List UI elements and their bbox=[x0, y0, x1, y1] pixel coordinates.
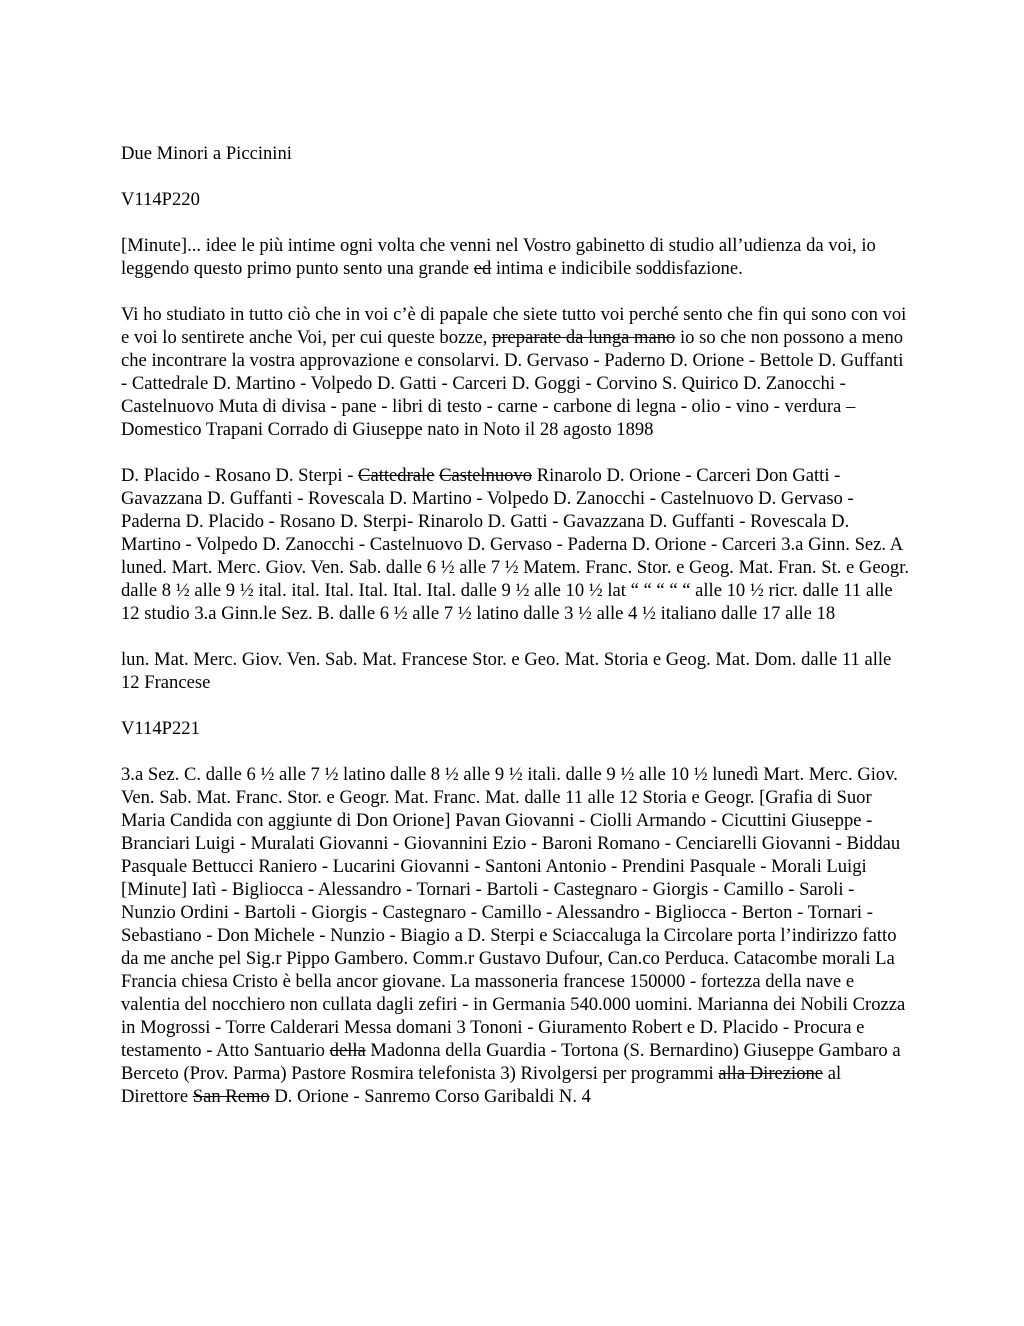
text-run: D. Orione - Sanremo Corso Garibaldi N. 4 bbox=[269, 1086, 591, 1107]
paragraph-2 bbox=[121, 303, 911, 441]
text-run: Rinarolo D. Orione - Carceri Don Gatti - Gavazzana D. Guffanti - Rovescala D. Martino - Volpedo D. Zanocchi - Castelnuovo D. Gervaso - Paderna D. Placido - Rosano D. Sterpi- Rinarolo D. Gatti - Gavazzana D. Guffanti - Rovescala D. Martino - Volpedo D. Zanocchi - Castelnuovo D. Gervaso - Paderna D. Orione - Carceri 3.a Ginn. Sez. A luned. Mart. Merc. Giov. Ven. Sab. dalle 6 ½ alle 7 ½ Matem. Franc. Stor. e Geog. Mat. Fran. St. e Geogr. dalle 8 ½ alle 9 ½ ital. ital. Ital. Ital. Ital. Ital. dalle 9 ½ alle 10 ½ lat “ “ “ “ “ alle 10 ½ ricr. dalle 11 alle 12 studio 3.a Ginn.le Sez. B. dalle 6 ½ alle 7 ½ latino dalle 3 ½ alle 4 ½ italiano dalle 17 alle 18 bbox=[121, 465, 910, 624]
paragraph-4: lun. Mat. Merc. Giov. Ven. Sab. Mat. Francese Stor. e Geo. Mat. Storia e Geog. Mat. Dom. dalle 11 alle 12 Francese bbox=[121, 649, 892, 693]
text-run: [Minute]... idee le più intime ogni volta che venni nel Vostro gabinetto di studio all’udienza da voi, io leggendo questo primo punto sento una grande bbox=[121, 235, 876, 279]
struck-text: Castelnuovo bbox=[439, 465, 533, 486]
document-title: Due Minori a Piccinini bbox=[121, 143, 292, 164]
paragraph-1 bbox=[121, 234, 911, 280]
page-reference: V114P221 bbox=[121, 718, 200, 739]
text-run: Vi ho studiato in tutto ciò che in voi c’è di papale che siete tutto voi perché sento che fin qui sono con voi e voi lo sentirete anche Voi, per cui queste bozze, bbox=[121, 304, 907, 348]
struck-text: Cattedrale bbox=[358, 465, 435, 486]
struck-text: San Remo bbox=[192, 1086, 270, 1107]
text-run: intima e indicibile soddisfazione. bbox=[491, 258, 743, 279]
text-run: 3.a Sez. C. dalle 6 ½ alle 7 ½ latino dalle 8 ½ alle 9 ½ itali. dalle 9 ½ alle 10 ½ lunedì Mart. Merc. Giov. Ven. Sab. Mat. Franc. Stor. e Geogr. Mat. Franc. Mat. dalle 11 alle 12 Storia e Geogr. [Grafia di Suor Maria Candida con aggiunte di Don Orione] Pavan Giovanni - Ciolli Armando - Cicuttini Giuseppe - Branciari Luigi - Muralati Giovanni - Giovannini Ezio - Baroni Romano - Cenciarelli Giovanni - Biddau Pasquale Bettucci Raniero - Lucarini Giovanni - Santoni Antonio - Prendini Pasquale - Morali Luigi [Minute] Iatì - Bigliocca - Alessandro - Tornari - Bartoli - Castegnaro - Giorgis - Camillo - Saroli - Nunzio Ordini - Bartoli - Giorgis - Castegnaro - Camillo - Alessandro - Bigliocca - Berton - Tornari - Sebastiano - Don Michele - Nunzio - Biagio a D. Sterpi e Sciaccaluga la Circolare porta l’indirizzo fatto da me anche pel Sig.r Pippo Gambero. Comm.r Gustavo Dufour, Can.co Perduca. Catacombe morali La Francia chiesa Cristo è bella ancor giovane. La massoneria francese 150000 - fortezza della nave e valentia del nocchiero non cullata dagli zefiri - in Germania 540.000 uomini. Marianna dei Nobili Crozza in Mogrossi - Torre Calderari Messa domani 3 Tononi - Giuramento Robert e D. Placido - Procura e testamento - Atto Santuario bbox=[121, 764, 906, 1061]
struck-text: preparate da lunga mano bbox=[492, 327, 676, 348]
text-run: al Direttore bbox=[121, 1063, 842, 1107]
text-run: io so che non possono a meno che incontrare la vostra approvazione e consolarvi. D. Gervaso - Paderno D. Orione - Bettole D. Guffanti - Cattedrale D. Martino - Volpedo D. Gatti - Carceri D. Goggi - Corvino S. Quirico D. Zanocchi - Castelnuovo Muta di divisa - pane - libri di testo - carne - carbone di legna - olio - vino - verdura – Domestico Trapani Corrado di Giuseppe nato in Noto il 28 agosto 1898 bbox=[121, 327, 904, 440]
paragraph-3 bbox=[121, 464, 911, 625]
struck-text: ed bbox=[473, 258, 492, 279]
page-reference: V114P220 bbox=[121, 189, 200, 210]
struck-text: della bbox=[329, 1040, 366, 1061]
text-run: Madonna della Guardia - Tortona (S. Bernardino) Giuseppe Gambaro a Berceto (Prov. Parma) Pastore Rosmira telefonista 3) Rivolgersi per programmi bbox=[121, 1040, 901, 1084]
text-run: D. Placido - Rosano D. Sterpi - bbox=[121, 465, 359, 486]
document-page bbox=[121, 142, 911, 1131]
struck-text: alla Direzione bbox=[718, 1063, 824, 1084]
paragraph-5 bbox=[121, 763, 911, 1108]
